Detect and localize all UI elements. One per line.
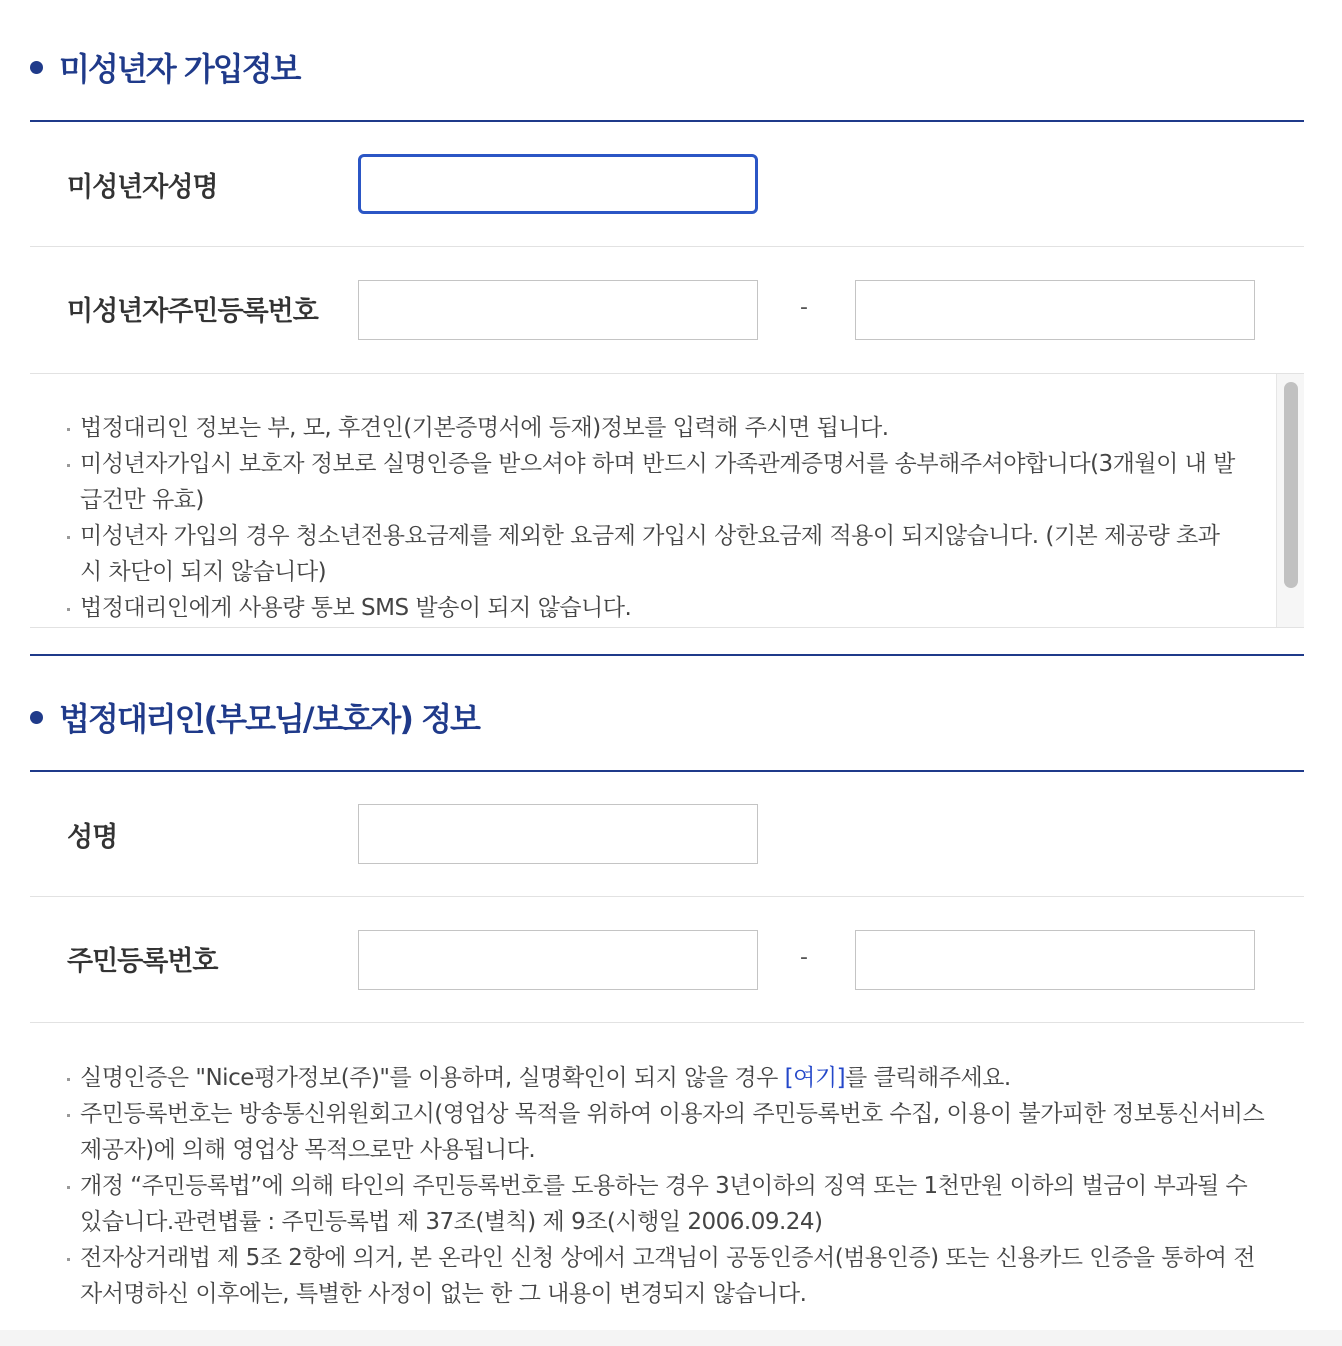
here-link[interactable]: [여기] bbox=[784, 1065, 846, 1091]
rrn-separator: - bbox=[800, 295, 808, 320]
list-item: 전자상거래법 제 5조 2항에 의거, 본 온라인 신청 상에서 고객님이 공동인증서(범용인증) 또는 신용카드 인증을 통하여 전자서명하신 이후에는, 특별한 사정이 없는 한 그 내용이 변경되지 않습니다. bbox=[65, 1240, 1275, 1312]
minor-section-header bbox=[30, 44, 299, 90]
minor-name-input[interactable] bbox=[358, 154, 758, 214]
list-item: 법정대리인에게 사용량 통보 SMS 발송이 되지 않습니다. bbox=[65, 590, 1245, 626]
list-item: 개정 “주민등록법”에 의해 타인의 주민등록번호를 도용하는 경우 3년이하의 징역 또는 1천만원 이하의 벌금이 부과될 수 있습니다.관련볍률 : 주민등록법 제 37조(별칙) 제 9조(시행일 2006.09.24) bbox=[65, 1168, 1275, 1240]
guardian-section-header bbox=[30, 694, 479, 740]
guardian-rrn-label: 주민등록번호 bbox=[67, 946, 218, 977]
minor-section-title: 미성년자 가입정보 bbox=[59, 50, 300, 88]
guardian-rrn-first-input[interactable] bbox=[358, 930, 758, 990]
section-divider bbox=[30, 654, 1304, 656]
list-item: 미성년자가입시 보호자 정보로 실명인증을 받으셔야 하며 반드시 가족관계증명서를 송부해주셔야합니다(3개월이 내 발급건만 유효) bbox=[65, 446, 1245, 518]
bullet-dot-icon bbox=[30, 61, 43, 74]
list-item: 미성년자 가입의 경우 청소년전용요금제를 제외한 요금제 가입시 상한요금제 적용이 되지않습니다. (기본 제공량 초과 시 차단이 되지 않습니다) bbox=[65, 518, 1245, 590]
list-item: 법정대리인 정보는 부, 모, 후견인(기본증명서에 등재)정보를 입력해 주시면 됩니다. bbox=[65, 410, 1245, 446]
minor-rrn-second-input[interactable] bbox=[855, 280, 1255, 340]
minor-rrn-label: 미성년자주민등록번호 bbox=[67, 296, 318, 327]
minor-rrn-first-input[interactable] bbox=[358, 280, 758, 340]
guardian-section-title: 법정대리인(부모님/보호자) 정보 bbox=[59, 700, 479, 738]
notice-scrollbar[interactable] bbox=[1276, 374, 1304, 627]
note-text: 실명인증은 "Nice평가정보(주)"를 이용하며, 실명확인이 되지 않을 경우 bbox=[80, 1065, 785, 1091]
minor-notice-list bbox=[65, 410, 1245, 626]
guardian-notes-list bbox=[65, 1060, 1275, 1312]
minor-notice-box bbox=[30, 373, 1304, 628]
rrn-separator: - bbox=[800, 945, 808, 970]
page-footer-strip bbox=[0, 1330, 1342, 1346]
bullet-dot-icon bbox=[30, 711, 43, 724]
row-divider bbox=[30, 1022, 1304, 1023]
list-item bbox=[65, 1060, 1275, 1096]
guardian-rrn-second-input[interactable] bbox=[855, 930, 1255, 990]
list-item: 주민등록번호는 방송통신위원회고시(영업상 목적을 위하여 이용자의 주민등록번호 수집, 이용이 불가피한 정보통신서비스 제공자)에 의해 영업상 목적으로만 사용됩니다. bbox=[65, 1096, 1275, 1168]
notice-scrollbar-thumb[interactable] bbox=[1284, 382, 1298, 588]
minor-name-label: 미성년자성명 bbox=[67, 172, 218, 203]
guardian-name-input[interactable] bbox=[358, 804, 758, 864]
note-text: 를 클릭해주세요. bbox=[845, 1065, 1011, 1091]
guardian-name-label: 성명 bbox=[67, 822, 118, 853]
